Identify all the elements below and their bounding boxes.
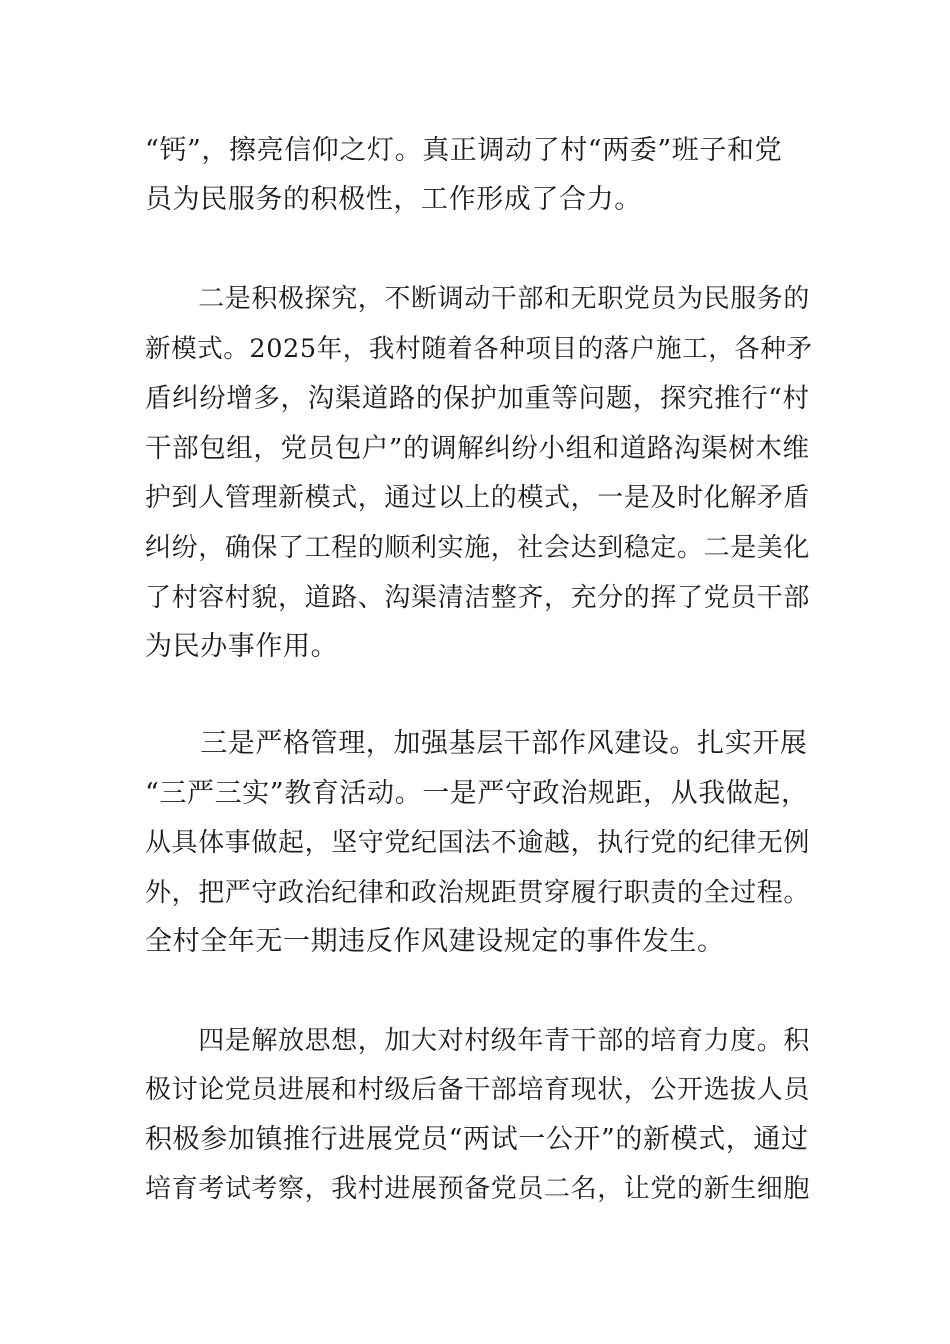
paragraph-1-line-1: “钙”，擦亮信仰之灯。真正调动了村“两委”班子和党: [145, 135, 783, 166]
paragraph-2-line-4: 干部包组，党员包户”的调解纠纷小组和道路沟渠树木维: [145, 433, 810, 464]
paragraph-3-line-4: 外，把严守政治纪律和政治规距贯穿履行职责的全过程。: [145, 878, 811, 908]
paragraph-3-line-2: “三严三实”教育活动。一是严守政治规距，从我做起，: [145, 778, 809, 809]
paragraph-2-line-3: 盾纠纷增多，沟渠道路的保护加重等问题，探究推行“村: [145, 383, 810, 414]
paragraph-3-line-1: 三是严格管理，加强基层干部作风建设。扎实开展: [145, 728, 808, 759]
paragraph-2-line-5: 护到人管理新模式，通过以上的模式，一是及时化解矛盾: [145, 483, 811, 513]
paragraph-4-line-2: 极讨论党员进展和村级后备干部培育现状，公开选拔人员: [145, 1075, 811, 1105]
paragraph-1-line-2: 员为民服务的积极性，工作形成了合力。: [145, 184, 642, 215]
paragraph-4-line-4: 培育考试考察，我村进展预备党员二名，让党的新生细胞: [145, 1174, 811, 1204]
paragraph-3-line-3: 从具体事做起，坚守党纪国法不逾越，执行党的纪律无例: [145, 828, 811, 858]
paragraph-4-line-1: 四是解放思想，加大对村级年青干部的培育力度。积: [145, 1026, 811, 1056]
paragraph-3-line-5: 全村全年无一期违反作风建设规定的事件发生。: [145, 926, 725, 957]
paragraph-2-line-6: 纠纷，确保了工程的顺利实施，社会达到稳定。二是美化: [145, 533, 811, 563]
paragraph-2-line-1: 二是积极探究，不断调动干部和无职党员为民服务的: [145, 284, 811, 314]
paragraph-2-line-2: 新模式。2025年，我村随着各种项目的落户施工，各种矛: [145, 334, 813, 364]
paragraph-2-line-7: 了村容村貌，道路、沟渠清洁整齐，充分的挥了党员干部: [145, 583, 811, 613]
paragraph-2-line-8: 为民办事作用。: [145, 631, 339, 662]
paragraph-4-line-3: 积极参加镇推行进展党员“两试一公开”的新模式，通过: [145, 1124, 809, 1155]
